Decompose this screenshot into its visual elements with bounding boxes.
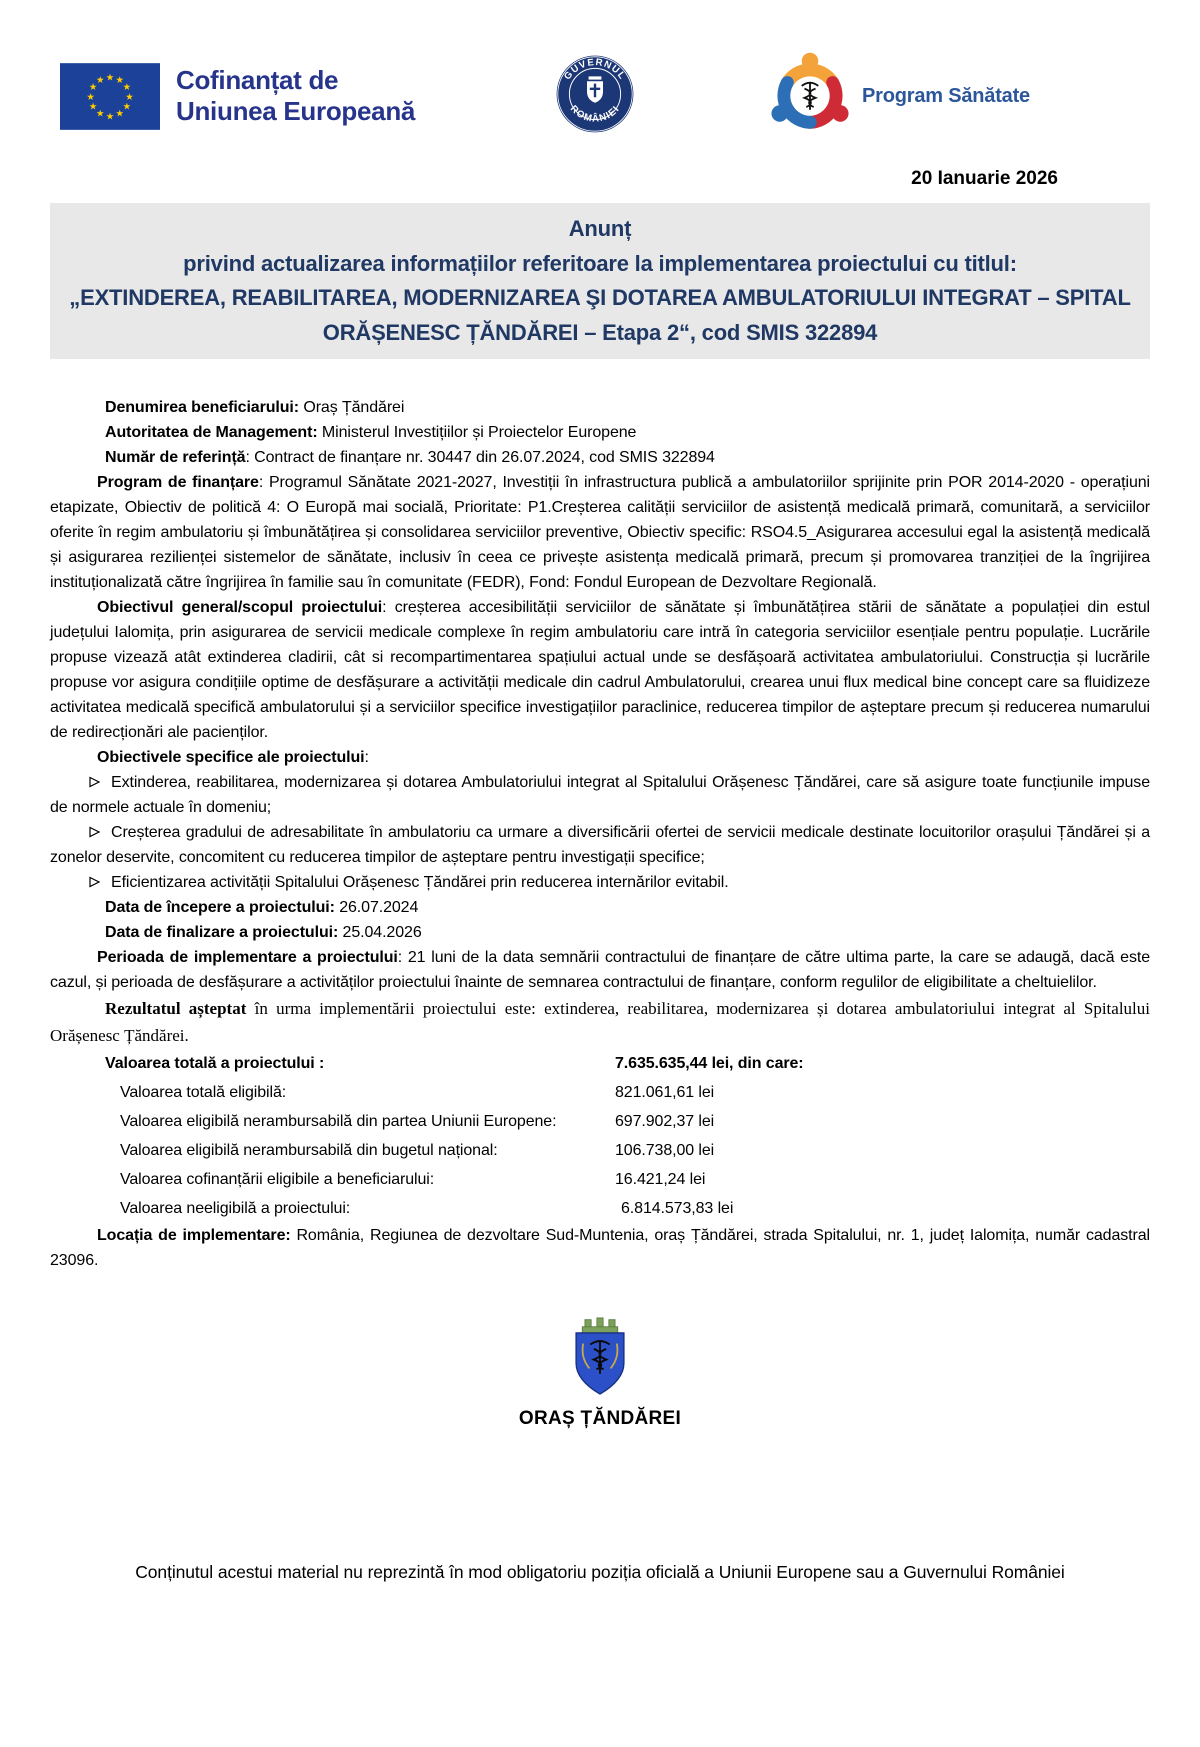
objective-bullet-item: Creșterea gradului de adresabilitate în ambulatoriu ca urmare a diversificării ofertei de servicii medicale destinate locuitorilor orașului Țăndărei și a zonelor deservite, concomitent cu reducerea timpilor de așteptare pentru investigații specifice; — [50, 824, 1150, 866]
value-row-non-eligible: Valoarea neeligibilă a proiectului: 6.814.573,83 lei — [120, 1200, 734, 1217]
authority-line — [50, 420, 1150, 445]
general-objective-text: : creșterea accesibilității serviciilor de sănătate și îmbunătățirea stării de sănătate a populației din estul județului Ialomița, prin asigurarea de servicii medicale complexe în regim ambulatoriu care intră în categoria serviciilor esențiale pentru populație. Lucrările propuse vizează atât extinderea cladirii, cât si recompartimentarea spațiului actual unde se desfășoară activitatea ambulatoriului. Construcția și lucrările propuse vor asigura condițiile optime de desfășurare a activității medicale din cadrul Ambulatorului, crearea unui flux medical bine concept care sa fluidizeze activitatea medicală specifică ambulatorului și a serviciilor specifice investigațiilor paraclinice, reducerea timpilor de așteptare precum și reducerea numarului de redirecționări ale pacienților. — [50, 599, 1150, 741]
title-line3: „EXTINDEREA, REABILITAREA, MODERNIZAREA ŞI DOTAREA AMBULATORIULUI INTEGRAT – SPITAL ORĂȘENESC ȚĂNDĂREI – Etapa 2“, cod SMIS 322894 — [69, 285, 1131, 345]
arrowhead-bullet-icon — [88, 824, 111, 841]
document-body — [50, 395, 1150, 1273]
reference-line — [50, 445, 1150, 470]
disclaimer-text: Conținutul acestui material nu reprezintă în mod obligatoriu poziția oficială a Uniunii Europene sau a Guvernului României — [135, 1562, 1065, 1582]
authority-label: Autoritatea de Management: — [105, 424, 318, 441]
arrowhead-bullet-icon — [88, 774, 111, 791]
gov-seal-bottom-text: ROMÂNIEI — [567, 102, 622, 125]
romanian-government-logo — [545, 54, 635, 139]
start-date-line: Data de începere a proiectului: 26.07.2024 — [105, 899, 419, 916]
svg-text:★: ★ — [96, 108, 105, 120]
svg-text:★: ★ — [105, 71, 115, 83]
header-logos — [0, 50, 1200, 142]
arrowhead-bullet-icon — [88, 874, 111, 891]
expected-result-paragraph: Rezultatul așteptat în urma implementării proiectului este: extinderea, reabilitarea, modernizarea și dotarea ambulatoriului integrat al Spitalului Orășenesc Țăndărei. — [50, 999, 1150, 1045]
svg-text:★: ★ — [105, 110, 115, 122]
gov-seal-top-text: GUVERNUL — [561, 56, 628, 82]
svg-text:★: ★ — [122, 81, 132, 93]
reference-value: : Contract de finanțare nr. 30447 din 26.07.2024, cod SMIS 322894 — [245, 449, 715, 466]
eu-logo-line2: Uniunea Europeană — [176, 96, 416, 126]
svg-text:★: ★ — [96, 74, 105, 86]
eu-cofinanced-logo — [60, 63, 415, 130]
beneficiary-value: Oraș Țăndărei — [299, 399, 405, 416]
end-date-line: Data de finalizare a proiectului: 25.04.2026 — [105, 924, 422, 941]
implementation-location-paragraph: Locația de implementare: România, Regiunea de dezvoltare Sud-Muntenia, oraș Țăndărei, strada Spitalului, nr. 1, județ Ialomița, număr cadastral 23096. — [50, 1227, 1150, 1269]
specific-objectives-heading: Obiectivele specifice ale proiectului: — [97, 749, 369, 766]
svg-text:★: ★ — [88, 81, 98, 93]
program-sanatate-icon — [764, 50, 856, 142]
value-row-beneficiary-cofinancing: Valoarea cofinanțării eligibile a beneficiarului: 16.421,24 lei — [120, 1171, 706, 1188]
eu-logo-text — [176, 65, 415, 127]
tandarei-coat-of-arms-icon — [569, 1315, 631, 1397]
title-line1: Anunț — [568, 216, 632, 241]
eu-logo-line1: Cofinanțat de — [176, 65, 339, 95]
objective-bullet-item: Eficientizarea activității Spitalului Orășenesc Țăndărei prin reducerea internărilor evitabil. — [50, 870, 1150, 895]
funding-program-text: : Programul Sănătate 2021-2027, Investiții în infrastructura publică a ambulatoriilor sprijinite prin POR 2014-2020 - operațiuni etapizate, Obiectiv de politică 4: O Europă mai socială, Prioritate: P1.Creșterea calității serviciilor de asistență medicală primară, comunitară, a serviciilor oferite în regim ambulatoriu și îmbunătățirea și consolidarea serviciilor preventive, Obiectiv specific: RSO4.5_Asigurarea accesului egal la asistență medicală și asigurarea rezilienței sistemelor de sănătate, inclusiv în ceea ce privește asistența medicală primară, precum și promovarea tranziției de la îngrijirea instituționalizată către îngrijirea în familie sau în comunitate (FEDR), Fond: Fondul European de Dezvoltare Regională. — [50, 474, 1150, 591]
announcement-document — [0, 50, 1200, 1582]
funding-program-paragraph — [50, 470, 1150, 595]
romanian-government-seal-icon — [555, 54, 635, 134]
authority-value: Ministerul Investițiilor și Proiectelor Europene — [317, 424, 637, 441]
general-objective-paragraph — [50, 595, 1150, 745]
city-coat-of-arms — [0, 1315, 1200, 1402]
general-objective-label: Obiectivul general/scopul proiectului — [97, 599, 383, 616]
document-date: 20 Ianuarie 2026 — [911, 168, 1058, 189]
svg-text:★: ★ — [86, 91, 95, 103]
reference-label: Număr de referință — [105, 449, 246, 466]
eu-flag-icon — [60, 63, 160, 130]
title-line2: privind actualizarea informațiilor referitoare la implementarea proiectului cu titlul: — [183, 250, 1017, 276]
value-row-eligible-total: Valoarea totală eligibilă: 821.061,61 lei — [120, 1084, 715, 1101]
svg-text:★: ★ — [125, 91, 134, 103]
implementation-period-paragraph: Perioada de implementare a proiectului: 21 luni de la data semnării contractului de finanțare de către ultima parte, la care se adaugă, dacă este cazul, și perioada de desfășurare a activităților proiectului înainte de semnarea contractului de finanțare, conform regulilor de eligibilitate a cheltuielilor. — [50, 949, 1150, 991]
program-sanatate-logo — [764, 50, 1030, 142]
value-row-national-budget: Valoarea eligibilă nerambursabilă din bugetul național: 106.738,00 lei — [120, 1142, 715, 1159]
objective-bullet-item: Extinderea, reabilitarea, modernizarea și dotarea Ambulatoriului integrat al Spitalului Orășenesc Țăndărei, care să asigure toate funcțiunile impuse de normele actuale în domeniu; — [50, 774, 1150, 816]
program-sanatate-label: Program Sănătate — [862, 84, 1030, 107]
svg-text:★: ★ — [88, 101, 98, 113]
beneficiary-line — [50, 395, 1150, 420]
svg-text:★: ★ — [115, 74, 124, 86]
value-row-total: Valoarea totală a proiectului : 7.635.635,44 lei, din care: — [105, 1055, 804, 1072]
svg-text:★: ★ — [122, 101, 132, 113]
value-row-eu-grant: Valoarea eligibilă nerambursabilă din partea Uniunii Europene: 697.902,37 lei — [120, 1113, 715, 1130]
city-name: ORAȘ ȚĂNDĂREI — [518, 1408, 682, 1429]
project-values-table — [50, 1049, 1150, 1223]
announcement-title-block — [50, 203, 1150, 359]
svg-text:★: ★ — [115, 108, 124, 120]
funding-program-label: Program de finanțare — [97, 474, 259, 491]
beneficiary-label: Denumirea beneficiarului: — [105, 399, 299, 416]
